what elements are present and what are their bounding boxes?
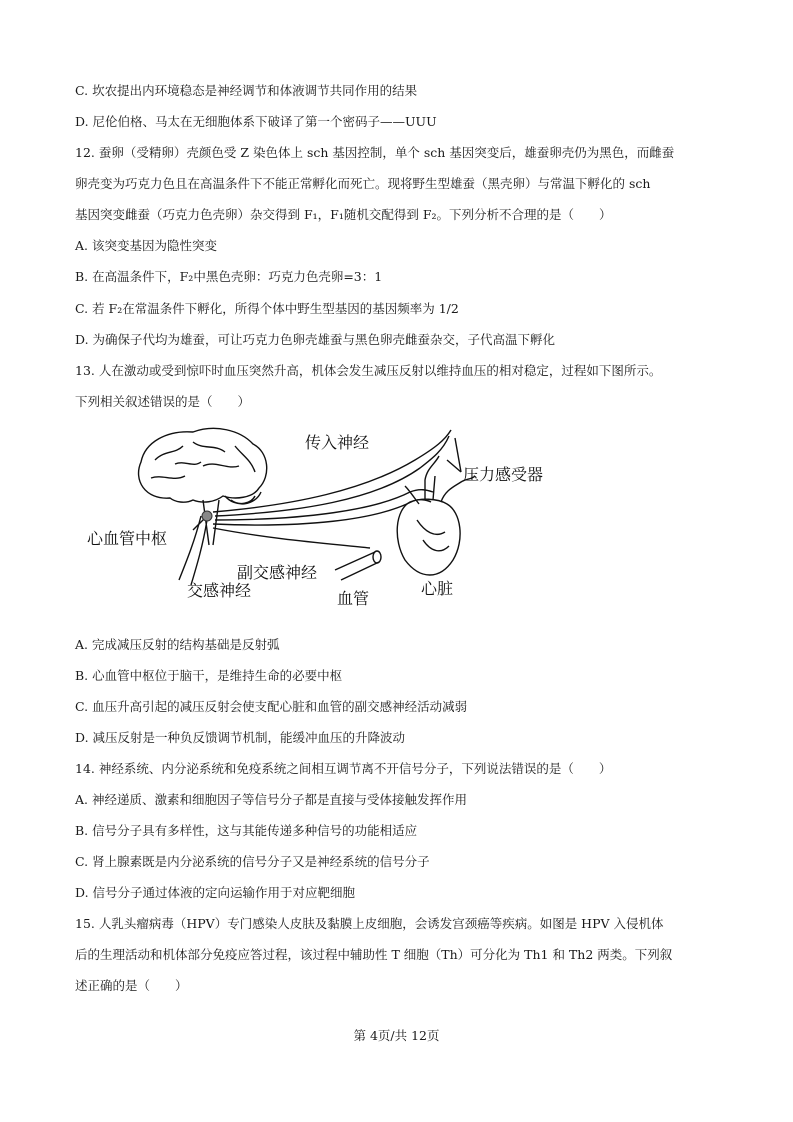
- reflex-diagram: [75, 420, 595, 620]
- label-sympathetic: 交感神经: [187, 581, 252, 600]
- pointer-baroreceptor: [447, 438, 461, 472]
- option-b: B. 信号分子具有多样性，这与其能传递多种信号的功能相适应: [75, 823, 418, 838]
- heart-outline: [397, 499, 460, 575]
- label-center: 心血管中枢: [87, 529, 168, 548]
- brain-folds: [151, 442, 255, 478]
- cardiovascular-center-dot: [202, 511, 212, 521]
- question-15-stem: 15. 人乳头瘤病毒（HPV）专门感染人皮肤及黏膜上皮细胞，会诱发宫颈癌等疾病。如图是 HPV 入侵机体: [75, 916, 664, 931]
- option-c: C. 血压升高引起的减压反射会使支配心脏和血管的副交感神经活动减弱: [75, 699, 468, 714]
- option-b: B. 在高温条件下，F₂中黑色壳卵：巧克力色壳卵=3：1: [75, 269, 383, 284]
- text-line: D. 尼伦伯格、马太在无细胞体系下破译了第一个密码子——UUU: [75, 114, 437, 129]
- label-vessel: 血管: [337, 589, 370, 608]
- text-line: 卵壳变为巧克力色且在高温条件下不能正常孵化而死亡。现将野生型雄蚕（黑壳卵）与常温下孵化的 sch: [75, 176, 651, 191]
- question-12-stem: 12. 蚕卵（受精卵）壳颜色受 Z 染色体上 sch 基因控制，单个 sch 基因突变后，雄蚕卵壳仍为黑色，而雌蚕: [75, 145, 675, 160]
- label-heart: 心脏: [421, 579, 454, 598]
- text-line: 基因突变雌蚕（巧克力色壳卵）杂交得到 F₁，F₁随机交配得到 F₂。下列分析不合理的是（ ）: [75, 207, 612, 222]
- option-c: C. 若 F₂在常温条件下孵化，所得个体中野生型基因的基因频率为 1/2: [75, 301, 459, 316]
- text-line: 下列相关叙述错误的是（ ）: [75, 394, 251, 409]
- option-d: D. 减压反射是一种负反馈调节机制，能缓冲血压的升降波动: [75, 730, 406, 745]
- label-baroreceptor: 压力感受器: [463, 465, 544, 484]
- vessel-end: [373, 551, 381, 563]
- option-b: B. 心血管中枢位于脑干，是维持生命的必要中枢: [75, 668, 343, 683]
- text-line: C. 坎农提出内环境稳态是神经调节和体液调节共同作用的结果: [75, 83, 418, 98]
- text-line: 后的生理活动和机体部分免疫应答过程，该过程中辅助性 T 细胞（Th）可分化为 Th1 和 Th2 两类。下列叙: [75, 947, 673, 962]
- option-a: A. 该突变基因为隐性突变: [75, 238, 217, 253]
- parasympathetic-nerve: [213, 528, 370, 548]
- question-13-stem: 13. 人在激动或受到惊吓时血压突然升高，机体会发生减压反射以维持血压的相对稳定，过程如下图所示。: [75, 363, 662, 378]
- option-a: A. 完成减压反射的结构基础是反射弧: [75, 637, 280, 652]
- label-afferent: 传入神经: [305, 433, 370, 452]
- heart-detail: [417, 520, 449, 551]
- option-a: A. 神经递质、激素和细胞因子等信号分子都是直接与受体接触发挥作用: [75, 792, 467, 807]
- reflex-diagram-svg: [75, 420, 595, 620]
- text-line: 述正确的是（ ）: [75, 978, 188, 993]
- question-14-stem: 14. 神经系统、内分泌系统和免疫系统之间相互调节离不开信号分子，下列说法错误的是（ ）: [75, 761, 612, 776]
- option-d: D. 信号分子通过体液的定向运输作用于对应靶细胞: [75, 885, 356, 900]
- brainstem: [203, 500, 219, 545]
- brain-outline: [139, 428, 267, 502]
- label-parasympathetic: 副交感神经: [237, 563, 318, 582]
- option-c: C. 肾上腺素既是内分泌系统的信号分子又是神经系统的信号分子: [75, 854, 430, 869]
- option-d: D. 为确保子代均为雄蚕，可让巧克力色卵壳雄蚕与黑色卵壳雌蚕杂交，子代高温下孵化: [75, 332, 556, 347]
- page-footer: 第 4页/共 12页: [353, 1028, 440, 1043]
